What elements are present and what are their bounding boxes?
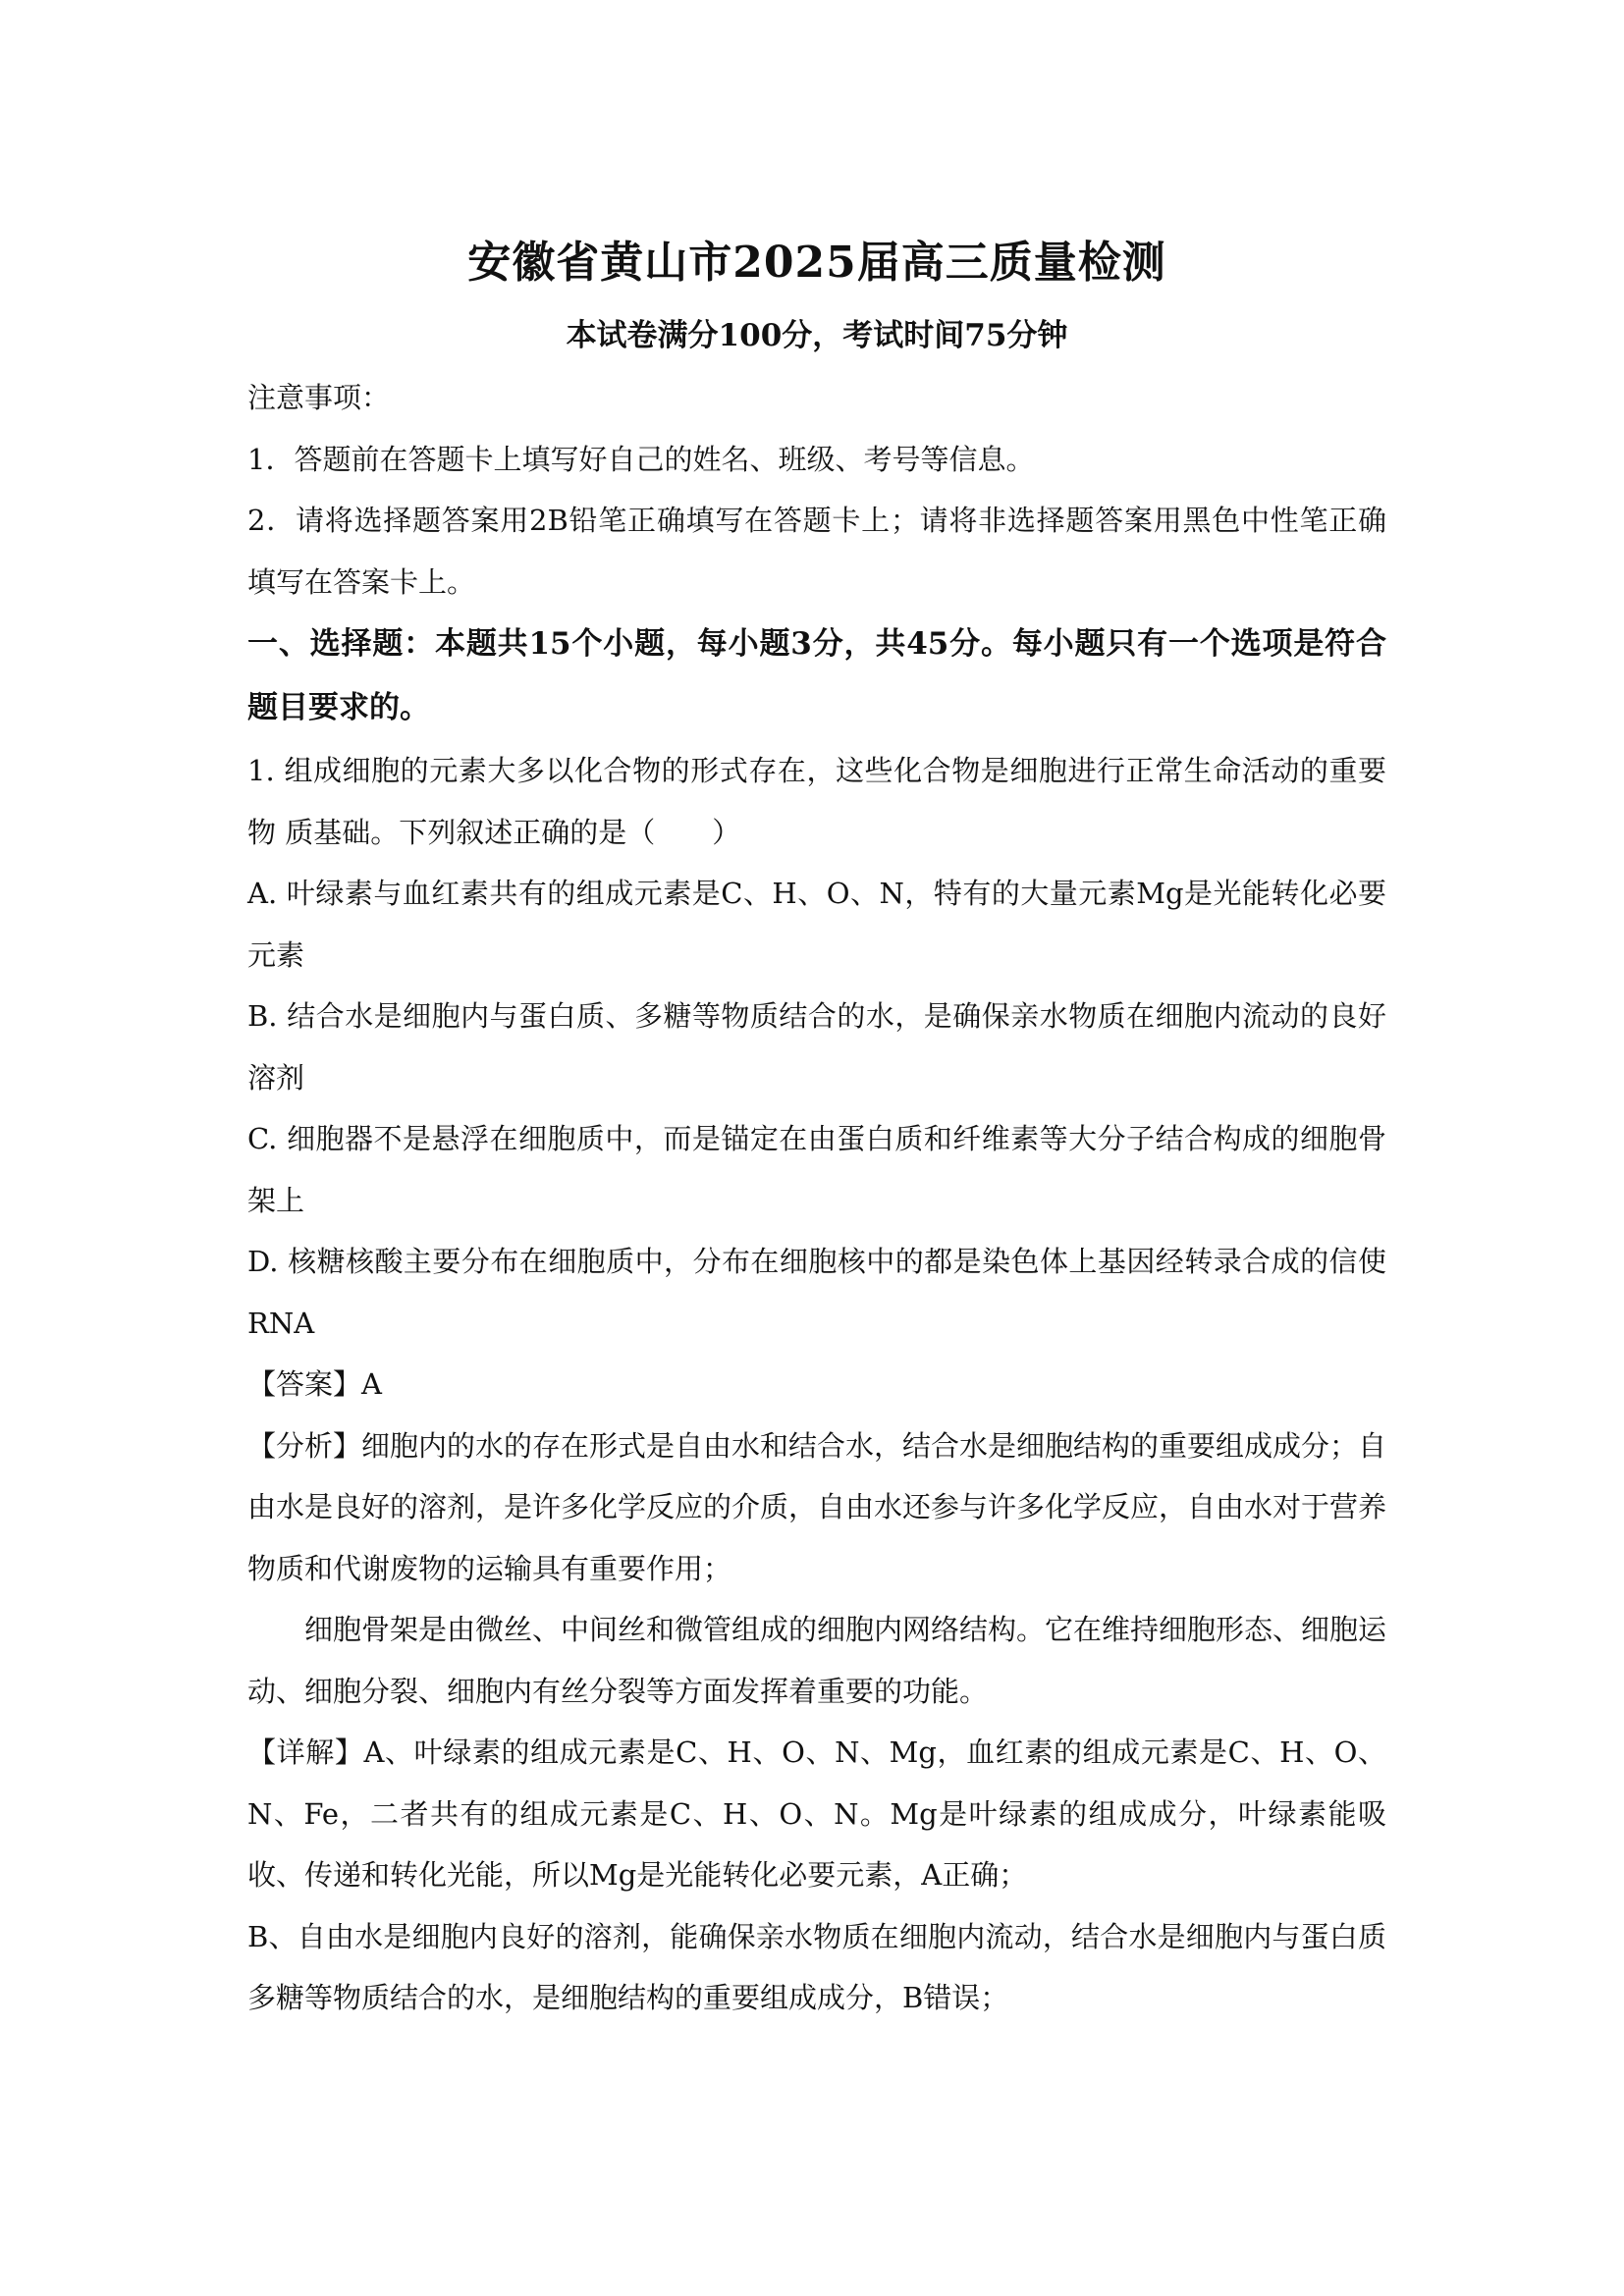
question-1-answer: 【答案】A <box>247 1367 382 1401</box>
question-1-option-a: A. 叶绿素与血红素共有的组成元素是C、H、O、N，特有的大量元素Mg是光能转化必要元素 <box>247 877 1386 972</box>
section-1-heading: 一、选择题：本题共15个小题，每小题3分，共45分。每小题只有一个选项是符合题目要求的。 <box>247 626 1386 725</box>
question-1-detail-a: 【详解】A、叶绿素的组成元素是C、H、O、N、Mg，血红素的组成元素是C、H、O、N、Fe，二者共有的组成元素是C、H、O、N。Mg是叶绿素的组成成分，叶绿素能吸收、传递和转化光能，所以Mg是光能转化必要元素，A正确； <box>247 1735 1386 1892</box>
question-1-analysis-1: 【分析】细胞内的水的存在形式是自由水和结合水，结合水是细胞结构的重要组成成分；自由水是良好的溶剂，是许多化学反应的介质，自由水还参与许多化学反应，自由水对于营养物质和代谢废物的运输具有重要作用； <box>247 1428 1387 1585</box>
question-1-analysis-2: 细胞骨架是由微丝、中间丝和微管组成的细胞内网络结构。它在维持细胞形态、细胞运动、细胞分裂、细胞内有丝分裂等方面发挥着重要的功能。 <box>247 1613 1387 1708</box>
question-1-detail-b: B、自由水是细胞内良好的溶剂，能确保亲水物质在细胞内流动，结合水是细胞内与蛋白质多糖等物质结合的水，是细胞结构的重要组成成分，B错误； <box>247 1919 1386 2014</box>
notice-item-1: 1．答题前在答题卡上填写好自己的姓名、班级、考号等信息。 <box>247 442 1035 476</box>
notice-heading: 注意事项： <box>247 381 391 414</box>
page-subtitle: 本试卷满分100分，考试时间75分钟 <box>566 318 1068 353</box>
notice-item-2: 2．请将选择题答案用2B铅笔正确填写在答题卡上；请将非选择题答案用黑色中性笔正确填写在答案卡上。 <box>247 504 1386 599</box>
question-1-stem: 1. 组成细胞的元素大多以化合物的形式存在，这些化合物是细胞进行正常生命活动的重要物 质基础。下列叙述正确的是（ ） <box>247 754 1386 849</box>
page-title: 安徽省黄山市2025届高三质量检测 <box>467 238 1166 288</box>
document-content <box>247 228 1386 2029</box>
question-1-option-d: D. 核糖核酸主要分布在细胞质中，分布在细胞核中的都是染色体上基因经转录合成的信使RNA <box>247 1245 1386 1340</box>
question-1-option-b: B. 结合水是细胞内与蛋白质、多糖等物质结合的水，是确保亲水物质在细胞内流动的良好溶剂 <box>247 999 1386 1095</box>
question-1-option-c: C. 细胞器不是悬浮在细胞质中，而是锚定在由蛋白质和纤维素等大分子结合构成的细胞骨架上 <box>247 1122 1386 1217</box>
